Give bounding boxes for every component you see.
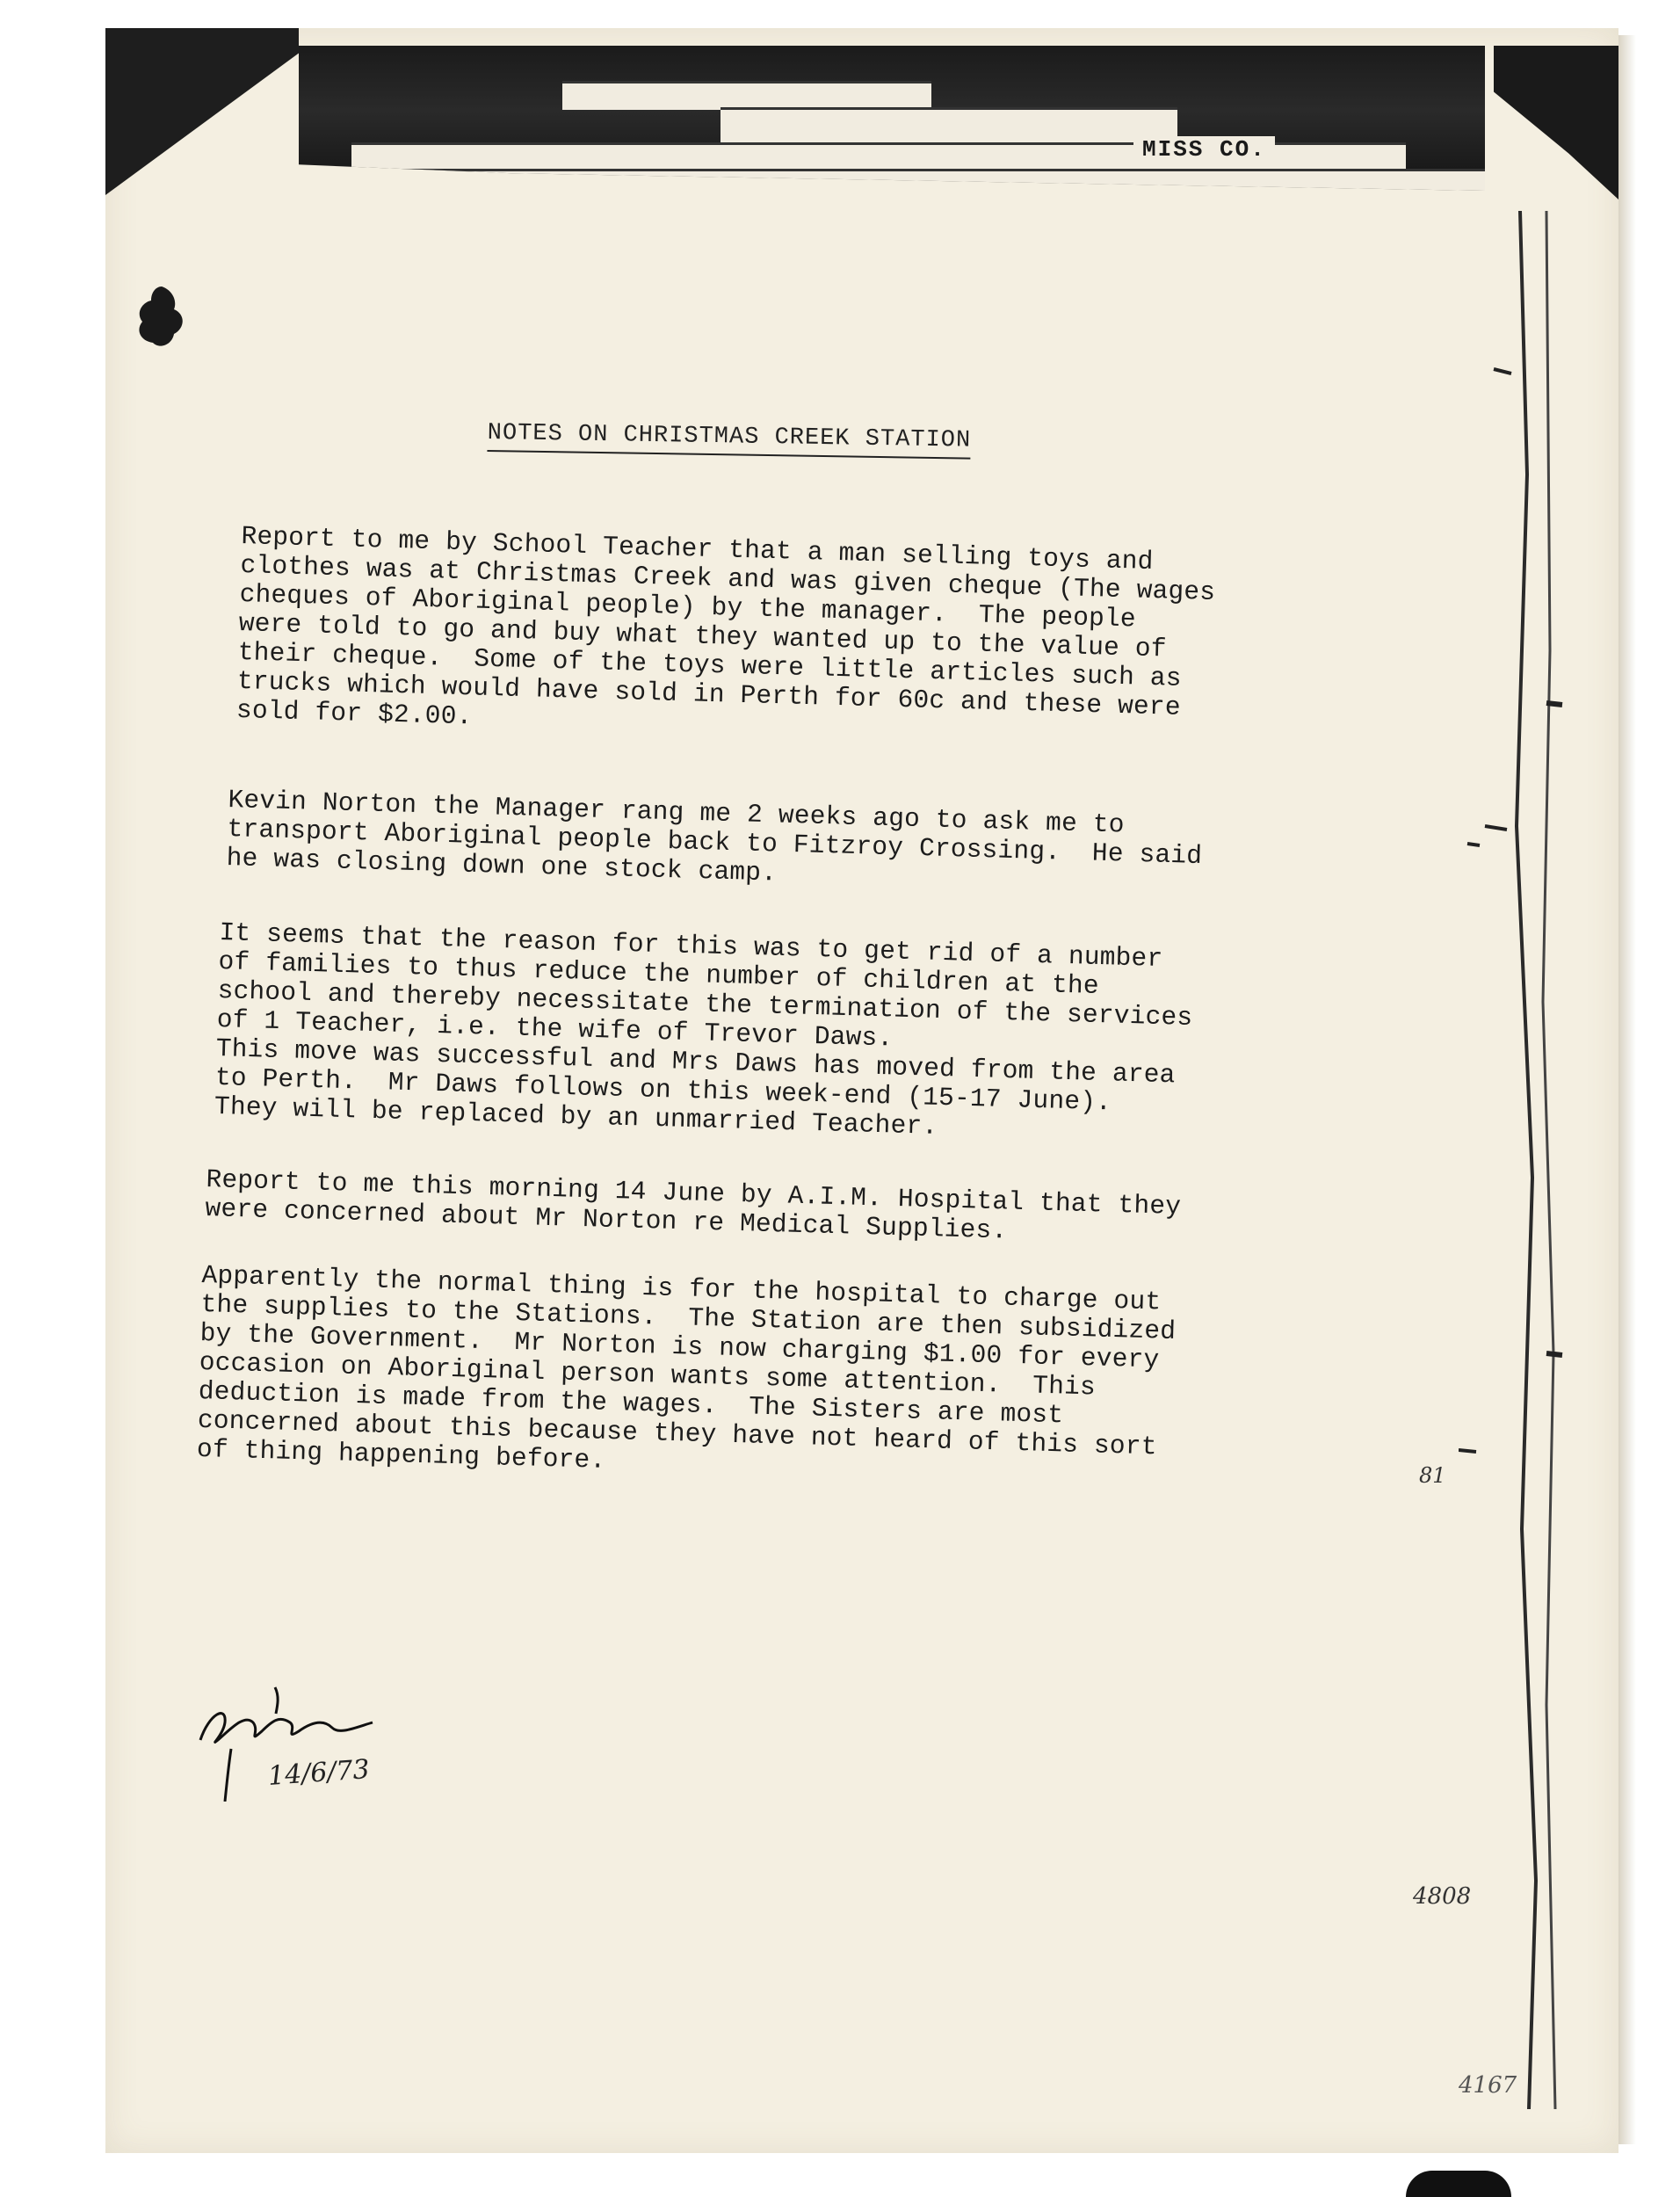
archive-number: 4167	[1459, 2072, 1517, 2099]
paragraph-hospital-report: Report to me this morning 14 June by A.I.M. Hospital that they were concerned about Mr Norton re Medical Supplies.	[205, 1164, 1182, 1246]
margin-note: 81	[1419, 1463, 1446, 1488]
margin-streaks	[1459, 211, 1564, 2109]
signature-date: 14/6/73	[266, 1754, 371, 1792]
bottom-ink-mark	[1406, 2171, 1511, 2197]
page-edge	[1618, 35, 1636, 2144]
ink-blot	[134, 283, 190, 352]
photocopied-header-band	[299, 46, 1485, 191]
paragraph-manager-call: Kevin Norton the Manager rang me 2 weeks ago to ask me to transport Aboriginal people back to Fitzroy Crossing. He said he was closing down one stock camp.	[226, 785, 1203, 888]
document-title: NOTES ON CHRISTMAS CREEK STATION	[487, 420, 971, 460]
margin-note: 4808	[1413, 1883, 1472, 1910]
paragraph-medical-charges: Apparently the normal thing is for the hospital to charge out the supplies to the Stations. The Station are then subsidized by the Government. Mr Norton is now charging $1.00 for every occasion on Aboriginal person wants some attention. This deduction is made from the wages. The Sisters are most concerned about this because they have not heard of this sort of thing happening before.	[196, 1260, 1177, 1476]
stamp-text: MISS CO.	[1133, 136, 1275, 163]
paragraph-teacher-termination: It seems that the reason for this was to get rid of a number of families to thus reduce the number of children at the school and thereby necessitate the termination of the services of 1 Teacher, i.e. the wife of Trevor Daws. This move was successful and Mrs Daws has moved from the area to Perth. Mr Daws follows on this week-end (15-17 June). They will be replaced by an unmarried Teacher.	[214, 917, 1193, 1142]
paragraph-toy-seller: Report to me by School Teacher that a man selling toys and clothes was at Christmas Creek and was given cheque (The wages cheques of Aboriginal people) by the manager. The people were told to go and buy what they wanted up to the value of their cheque. Some of the toys were little articles such as trucks which would have sold in Perth for 60c and these were sold for $2.00.	[235, 521, 1216, 732]
